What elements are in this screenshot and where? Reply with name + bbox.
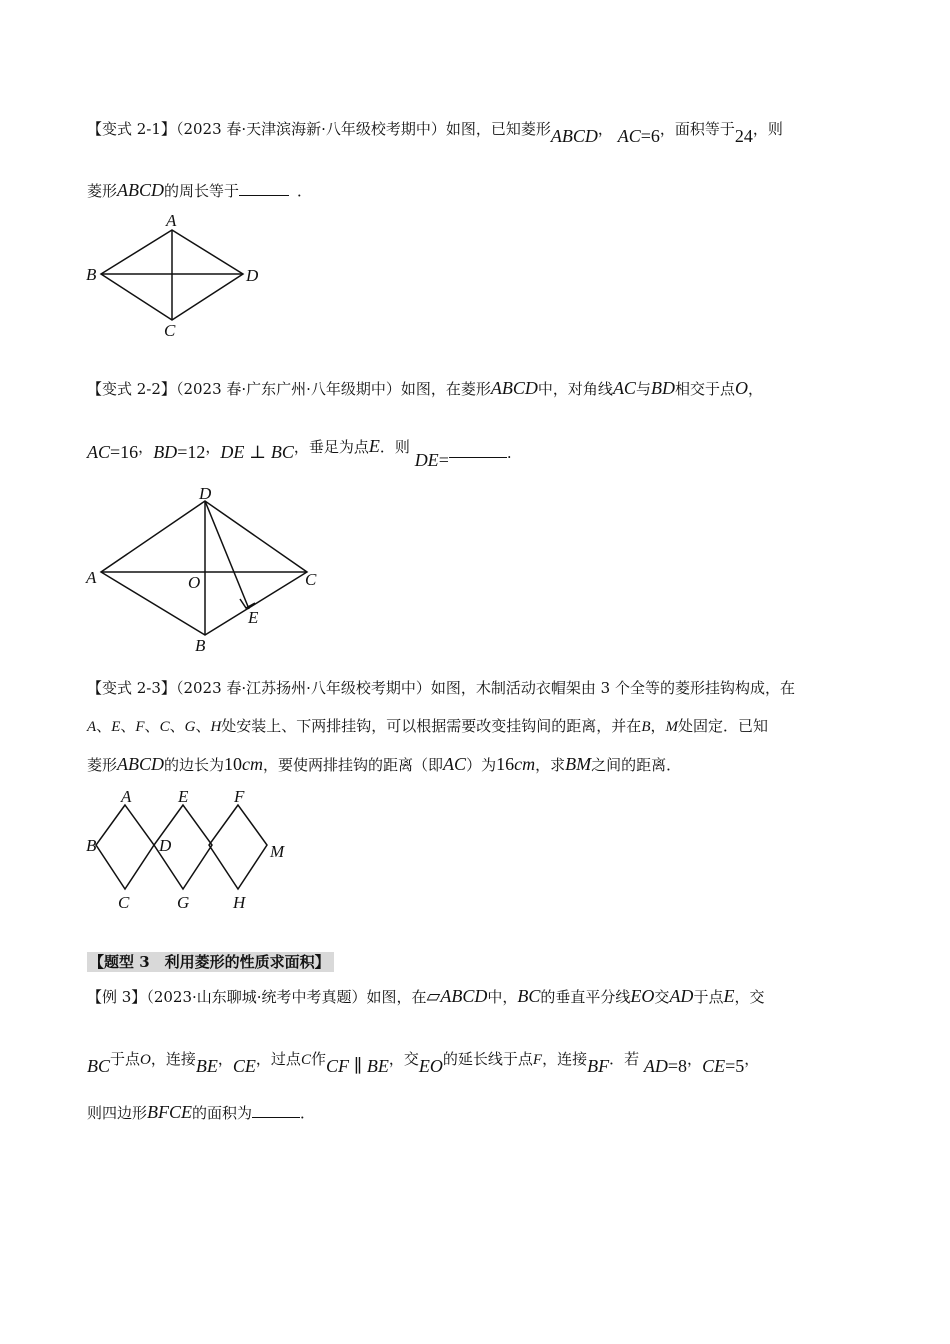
rhombus-left [96,805,154,889]
figure-coat-rack [85,785,305,915]
vertex-label-a: A [86,568,97,587]
vertex-label-m: M [270,842,285,861]
answer-blank[interactable] [252,1103,300,1118]
example-3-line3: 则四边形BFCE的面积为 ． [87,1102,316,1122]
ac-value: 16 [120,442,139,462]
answer-blank[interactable] [449,443,507,458]
vertex-label-a: A [166,211,177,230]
vertex-label-c: C [118,893,130,912]
problem-2-1-source: （2023 春·天津滨海新·八年级校考期中）如图，已知菱形 [175,120,551,138]
problem-2-2-line2: AC=16，BD=12，DE ⊥ BC，垂足为点E．则 DE= . [87,436,512,470]
vertex-label-c: C [164,321,176,340]
rhombus-right [209,805,267,889]
vertex-label-f: F [234,787,245,806]
rhombus-outline [101,501,307,635]
example-3-line2: BC于点O，连接BE，CE，过点C作CF ∥ BE，交EO的延长线于点F，连接BF．若 AD=8，CE=5， [87,1050,760,1076]
figure-rhombus-2-2 [85,485,325,655]
problem-2-1-line2: 菱形ABCD的周长等于 ． [87,180,313,200]
figure-rhombus-2-1 [85,210,265,340]
answer-blank[interactable] [239,181,289,196]
vertex-label-e: E [248,608,259,627]
area-value: 24 [734,126,753,146]
problem-2-1-line1: 【变式 2-1】（2023 春·天津滨海新·八年级校考期中）如图，已知菱形ABCD， AC=6，面积等于24，则 [87,120,783,146]
math-abcd: ABCD [550,126,598,146]
ad-value: 8 [678,1056,688,1076]
vertex-label-o: O [188,573,201,592]
parallelogram-icon: ▱ [426,986,441,1006]
vertex-label-e: E [178,787,189,806]
example-3-line1: 【例 3】（2023·山东聊城·统考中考真题）如图，在▱ABCD中，BC的垂直平分线EO交AD于点E，交 [87,986,765,1006]
problem-2-3-line2: A、E、F、C、G、H处安装上、下两排挂钩，可以根据需要改变挂钩间的距离，并在B，M处固定．已知 [87,717,769,735]
math-abcd: ABCD [117,180,165,200]
vertex-label-c: C [305,570,317,589]
vertex-label-a: A [121,787,132,806]
side-value: 10 [224,754,243,774]
ce-value: 5 [735,1056,745,1076]
vertex-label-d: D [159,836,172,855]
math-ac: AC [617,126,641,146]
bd-value: 12 [187,442,206,462]
problem-2-3-line1: 【变式 2-3】（2023 春·江苏扬州·八年级校考期中）如图，木制活动衣帽架由 3 个全等的菱形挂钩构成，在 [87,679,795,697]
vertex-label-b: B [195,636,206,655]
problem-2-1-label: 【变式 2-1】 [87,120,176,138]
vertex-label-b: B [86,265,97,284]
vertex-label-b: B [86,836,97,855]
problem-2-3-line3: 菱形ABCD的边长为10cm，要使两排挂钩的距离（即AC）为16cm，求BM之间的距离． [87,754,682,774]
section-heading: 【题型 3 利用菱形的性质求面积】 [87,952,334,972]
problem-2-2-line1: 【变式 2-2】（2023 春·广东广州·八年级期中）如图，在菱形ABCD中，对角线AC与BD相交于点O， [87,378,763,398]
vertex-label-h: H [233,893,246,912]
distance-value: 16 [496,754,515,774]
vertex-label-d: D [199,484,212,503]
vertex-label-g: G [177,893,190,912]
ac-value: 6 [650,126,660,146]
vertex-label-d: D [246,266,259,285]
